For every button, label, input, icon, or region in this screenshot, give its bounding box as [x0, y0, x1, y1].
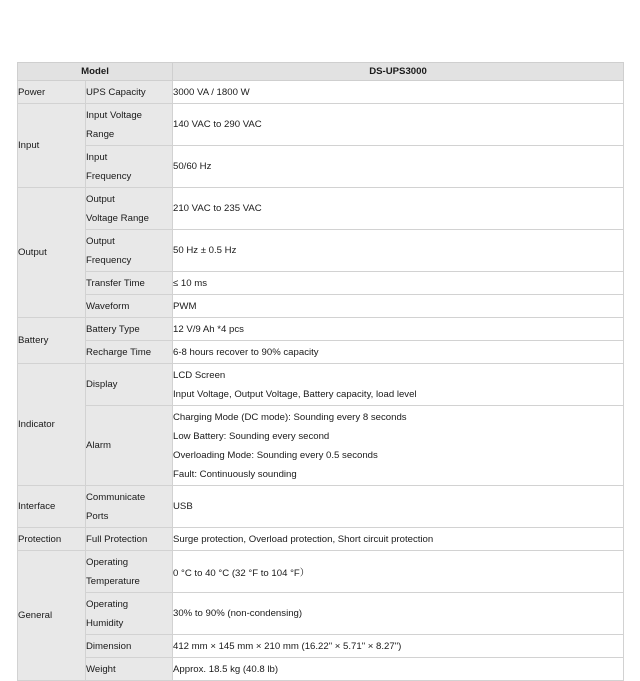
header-model-value: DS-UPS3000 [173, 63, 624, 81]
table-header-row [18, 63, 624, 81]
row-label-line: Input [86, 151, 108, 163]
row-label: Weight [86, 658, 173, 681]
row-label [86, 486, 173, 528]
row-label [86, 188, 173, 230]
row-label-line: Output [86, 235, 115, 247]
table-row [18, 658, 624, 681]
row-label-line: Frequency [86, 254, 132, 266]
group-label-battery: Battery [18, 318, 86, 364]
row-label: UPS Capacity [86, 81, 173, 104]
row-value-line: Charging Mode (DC mode): Sounding every 8 seconds [173, 411, 407, 423]
group-label-power: Power [18, 81, 86, 104]
group-label-input: Input [18, 104, 86, 188]
group-label-interface: Interface [18, 486, 86, 528]
row-label-line: Range [86, 128, 115, 140]
row-value-line: LCD Screen [173, 369, 226, 381]
row-label-line: Ports [86, 510, 109, 522]
table-row [18, 295, 624, 318]
row-value: 0 °C to 40 °C (32 °F to 104 °F） [173, 551, 624, 593]
table-row [18, 81, 624, 104]
group-label-output: Output [18, 188, 86, 318]
group-label-general: General [18, 551, 86, 681]
row-label-line: Frequency [86, 170, 132, 182]
row-label [86, 551, 173, 593]
row-label [86, 230, 173, 272]
row-value-line: Input Voltage, Output Voltage, Battery capacity, load level [173, 388, 417, 400]
row-label: Dimension [86, 635, 173, 658]
row-value: 50/60 Hz [173, 146, 624, 188]
row-value-line: Fault: Continuously sounding [173, 468, 297, 480]
row-value-line: Low Battery: Sounding every second [173, 430, 330, 442]
table-row [18, 272, 624, 295]
table-row [18, 341, 624, 364]
row-value [173, 364, 624, 406]
table-row [18, 230, 624, 272]
ups-specification-sheet [17, 62, 623, 681]
row-label: Alarm [86, 406, 173, 486]
row-label-line: Input Voltage [86, 109, 143, 121]
row-label-line: Voltage Range [86, 212, 149, 224]
group-label-protection: Protection [18, 528, 86, 551]
row-label-line: Output [86, 193, 115, 205]
row-value: ≤ 10 ms [173, 272, 624, 295]
row-label: Waveform [86, 295, 173, 318]
table-row [18, 318, 624, 341]
row-value: PWM [173, 295, 624, 318]
row-value: Approx. 18.5 kg (40.8 lb) [173, 658, 624, 681]
row-label: Transfer Time [86, 272, 173, 295]
table-row [18, 104, 624, 146]
row-value: 12 V/9 Ah *4 pcs [173, 318, 624, 341]
row-label: Battery Type [86, 318, 173, 341]
row-label-line: Temperature [86, 575, 140, 587]
row-label: Full Protection [86, 528, 173, 551]
row-label-line: Humidity [86, 617, 124, 629]
row-value: 3000 VA / 1800 W [173, 81, 624, 104]
row-label [86, 593, 173, 635]
table-row [18, 635, 624, 658]
table-row [18, 188, 624, 230]
row-label-line: Operating [86, 556, 129, 568]
row-value: 30% to 90% (non-condensing) [173, 593, 624, 635]
row-value: 210 VAC to 235 VAC [173, 188, 624, 230]
row-label: Display [86, 364, 173, 406]
table-row [18, 486, 624, 528]
row-label: Recharge Time [86, 341, 173, 364]
table-row [18, 528, 624, 551]
row-label [86, 146, 173, 188]
row-label-line: Communicate [86, 491, 146, 503]
table-row [18, 406, 624, 486]
group-label-indicator: Indicator [18, 364, 86, 486]
header-model-label: Model [18, 63, 173, 81]
table-row [18, 551, 624, 593]
row-value: USB [173, 486, 624, 528]
row-value: 50 Hz ± 0.5 Hz [173, 230, 624, 272]
row-value-line: Overloading Mode: Sounding every 0.5 seconds [173, 449, 378, 461]
specification-table [17, 62, 624, 681]
row-label-line: Operating [86, 598, 129, 610]
row-value: 6-8 hours recover to 90% capacity [173, 341, 624, 364]
row-value: 140 VAC to 290 VAC [173, 104, 624, 146]
table-body [18, 63, 624, 681]
table-row [18, 146, 624, 188]
table-row [18, 593, 624, 635]
row-value: 412 mm × 145 mm × 210 mm (16.22" × 5.71" × 8.27") [173, 635, 624, 658]
row-value: Surge protection, Overload protection, Short circuit protection [173, 528, 624, 551]
row-value [173, 406, 624, 486]
table-row [18, 364, 624, 406]
row-label [86, 104, 173, 146]
